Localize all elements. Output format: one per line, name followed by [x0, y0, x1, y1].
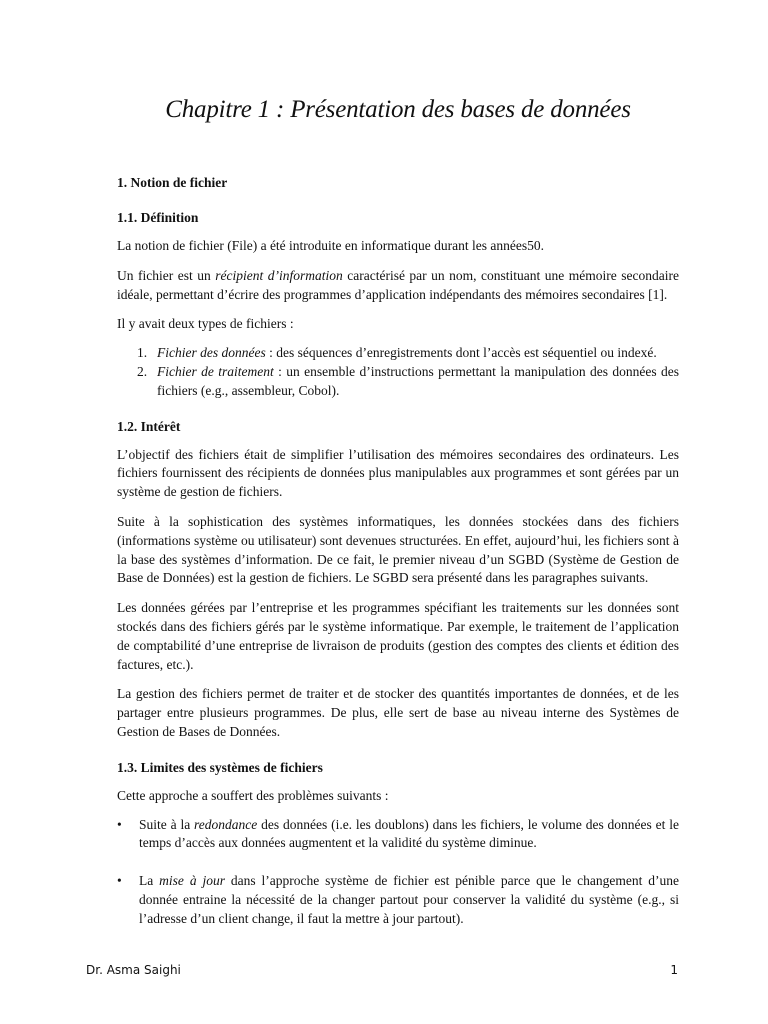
- text-run: : des séquences d’enregistrements dont l’accès est séquentiel ou indexé.: [265, 345, 657, 361]
- chapter-title: Chapitre 1 : Présentation des bases de données: [165, 96, 631, 123]
- emphasis-text: redondance: [194, 816, 258, 832]
- footer-author: Dr. Asma Saighi: [86, 963, 181, 977]
- emphasis-text: Fichier de traitement: [157, 363, 274, 379]
- text-run: des données (i.e. les doublons) dans les fichiers, le volume des données et le temps d’accès aux données augmentent et la validité du système diminue.: [139, 816, 679, 851]
- bullet-icon: •: [117, 816, 122, 832]
- emphasis-text: récipient d’information: [215, 267, 343, 283]
- subsection-heading-limites: 1.3. Limites des systèmes de fichiers: [117, 759, 323, 775]
- text-run: dans l’approche système de fichier est pénible parce que le changement d’une donnée entraine la nécessité de la changer partout pour conserver la validité du système (e.g., si l’adresse d’un client change, il faut la mettre à jour partout).: [139, 873, 679, 926]
- paragraph-interet-1: L’objectif des fichiers était de simplifier l’utilisation des mémoires secondaires des ordinateurs. Les fichiers fournissent des récipients de données plus manipulables aux programmes et sont gérées par un système de gestion de fichiers.: [117, 446, 679, 500]
- list-item: [117, 816, 679, 854]
- text-run: caractérisé par un nom, constituant une mémoire secondaire idéale, permettant d’écrire des programmes d’application indépendants des mémoires secondaires [1].: [117, 267, 679, 302]
- subsection-heading-definition: 1.1. Définition: [117, 210, 199, 225]
- paragraph-interet-4: La gestion des fichiers permet de traiter et de stocker des quantités importantes de données, et de les partager entre plusieurs programmes. De plus, elle sert de base au niveau interne des Systèmes de Gestion de Bases de Données.: [117, 686, 679, 739]
- paragraph-definition-1: La notion de fichier (File) a été introduite en informatique durant les années50.: [117, 238, 544, 253]
- bullet-icon: •: [117, 873, 122, 889]
- file-types-list: [117, 344, 679, 400]
- text-run: Suite à la: [139, 816, 195, 832]
- paragraph-definition-2: [117, 267, 679, 305]
- paragraph-definition-3: Il y avait deux types de fichiers :: [117, 316, 294, 332]
- list-number: 2.: [137, 363, 148, 379]
- emphasis-text: Fichier des données: [157, 345, 266, 361]
- list-item: [137, 344, 679, 363]
- list-number: 1.: [137, 345, 148, 361]
- page-content: [117, 92, 679, 929]
- subsection-heading-interet: 1.2. Intérêt: [117, 418, 181, 434]
- text-run: La: [139, 873, 160, 889]
- page-number: 1: [670, 963, 678, 977]
- text-run: Un fichier est un: [117, 267, 216, 283]
- emphasis-text: mise à jour: [159, 873, 225, 889]
- text-run: : un ensemble d’instructions permettant la manipulation des données des fichiers (e.g., assembleur, Cobol).: [157, 363, 679, 398]
- paragraph-limites-intro: Cette approche a souffert des problèmes suivants :: [117, 787, 389, 803]
- paragraph-interet-3: Les données gérées par l’entreprise et les programmes spécifiant les traitements sur les données sont stockés dans des fichiers gérés par le système informatique. Par exemple, le traitement de l’application de comptabilité d’une entreprise de livraison de produits (gestion des comptes des clients et édition des factures, etc.).: [117, 600, 679, 672]
- list-item: [137, 363, 679, 401]
- paragraph-interet-2: Suite à la sophistication des systèmes informatiques, les données stockées dans des fichiers (informations système ou utilisateur) sont devenues structurées. En effet, aujourd’hui, les fichiers sont à la base des systèmes d’information. De ce fait, le premier niveau d’un SGBD (Système de Gestion de Base de Données) est la gestion de fichiers. Le SGBD sera présenté dans les paragraphes suivants.: [117, 513, 679, 586]
- limits-list: [117, 816, 679, 929]
- section-heading-notion-de-fichier: 1. Notion de fichier: [117, 175, 228, 190]
- list-item: [117, 872, 679, 928]
